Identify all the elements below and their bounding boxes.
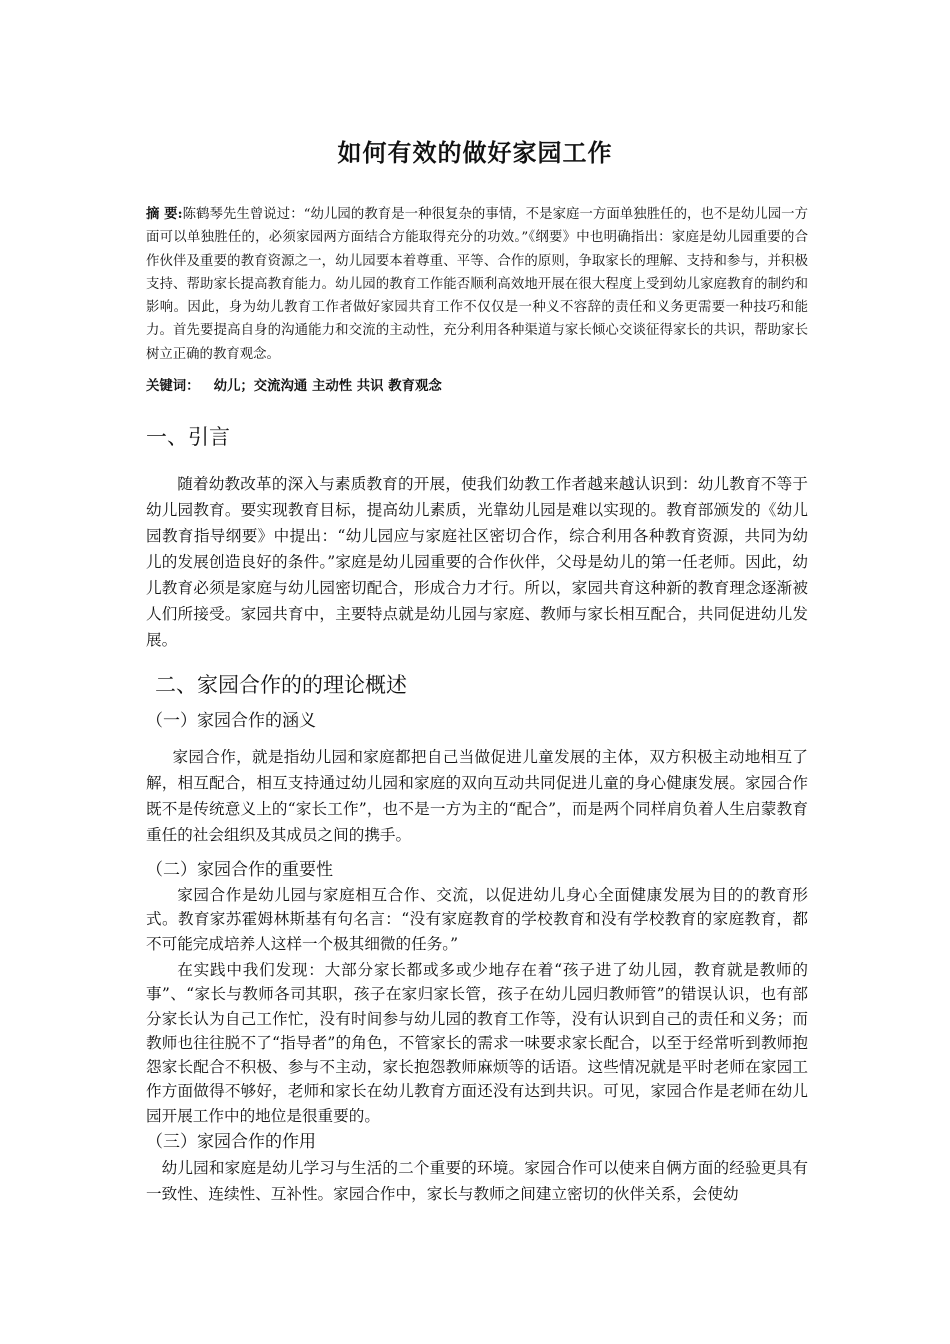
abstract-text: 陈鹤琴先生曾说过：“幼儿园的教育是一种很复杂的事情，不是家庭一方面单独胜任的，也不是幼儿园一方面可以单独胜任的，必须家园两方面结合方能取得充分的功效。”《纲要》中也明确指出：家庭是幼儿园重要的合作伙伴及重要的教育资源之一，幼儿园要本着尊重、平等、合作的原则，争取家长的理解、支持和参与，并积极支持、帮助家长提高教育能力。幼儿园的教育工作能否顺利高效地开展在很大程度上受到幼儿家庭教育的制约和影响。因此，身为幼儿教育工作者做好家园共育工作不仅仅是一种义不容辞的责任和义务更需要一种技巧和能力。首先要提高自身的沟通能力和交流的主动性，充分利用各种渠道与家长倾心交谈征得家长的共识，帮助家长树立正确的教育观念。 bbox=[146, 207, 809, 362]
abstract bbox=[146, 203, 808, 366]
importance-paragraph-1: 家园合作是幼儿园与家庭相互合作、交流，以促进幼儿身心全面健康发展为目的的教育形式。教育家苏霍姆林斯基有句名言：“没有家庭教育的学校教育和没有学校教育的家庭教育，都不可能完成培养人这样一个极其细微的任务。” bbox=[146, 886, 808, 953]
section-heading-theory: 二、家园合作的的理论概述 bbox=[155, 673, 407, 697]
subsection-heading-meaning: （一）家园合作的涵义 bbox=[146, 711, 316, 731]
keywords bbox=[146, 376, 808, 396]
subsection-heading-role: （三）家园合作的作用 bbox=[146, 1132, 316, 1152]
document-title: 如何有效的做好家园工作 bbox=[337, 139, 613, 167]
subsection-heading-importance: （二）家园合作的重要性 bbox=[146, 860, 333, 880]
abstract-label: 摘 要: bbox=[146, 206, 183, 222]
importance-paragraph-2: 在实践中我们发现：大部分家长都或多或少地存在着“孩子进了幼儿园，教育就是教师的事”、“家长与教师各司其职，孩子在家归家长管，孩子在幼儿园归教师管”的错误认识，也有部分家长认为自己工作忙，没有时间参与幼儿园的教育工作等，没有认识到自己的责任和义务；而教师也往往脱不了“指导者”的角色，不管家长的需求一味要求家长配合，以至于经常听到教师抱怨家长配合不积极、参与不主动，家长抱怨教师麻烦等的话语。这些情况就是平时老师在家园工作方面做得不够好，老师和家长在幼儿教育方面还没有达到共识。可见，家园合作是老师在幼儿园开展工作中的地位是很重要的。 bbox=[146, 961, 808, 1125]
introduction-paragraph: 随着幼教改革的深入与素质教育的开展，使我们幼教工作者越来越认识到：幼儿教育不等于幼儿园教育。要实现教育目标，提高幼儿素质，光靠幼儿园是难以实现的。教育部颁发的《幼儿园教育指导纲要》中提出：“幼儿园应与家庭社区密切合作，综合利用各种教育资源，共同为幼儿的发展创造良好的条件。”家庭是幼儿园重要的合作伙伴，父母是幼儿的第一任老师。因此，幼儿教育必须是家庭与幼儿园密切配合，形成合力才行。所以，家园共育这种新的教育理念逐渐被人们所接受。家园共育中，主要特点就是幼儿园与家庭、教师与家长相互配合，共同促进幼儿发展。 bbox=[146, 475, 808, 649]
keywords-label: 关键词： bbox=[146, 378, 200, 394]
meaning-paragraph: 家园合作，就是指幼儿园和家庭都把自己当做促进儿童发展的主体，双方积极主动地相互了解，相互配合，相互支持通过幼儿园和家庭的双向互动共同促进儿童的身心健康发展。家园合作既不是传统意义上的“家长工作”，也不是一方为主的“配合”，而是两个同样肩负着人生启蒙教育重任的社会组织及其成员之间的携手。 bbox=[146, 748, 808, 844]
keywords-text: 幼儿；交流沟通 主动性 共识 教育观念 bbox=[213, 378, 442, 394]
section-heading-introduction: 一、引言 bbox=[146, 425, 230, 449]
role-paragraph: 幼儿园和家庭是幼儿学习与生活的二个重要的环境。家园合作可以使来自俩方面的经验更具有一致性、连续性、互补性。家园合作中，家长与教师之间建立密切的伙伴关系，会使幼 bbox=[146, 1159, 808, 1203]
